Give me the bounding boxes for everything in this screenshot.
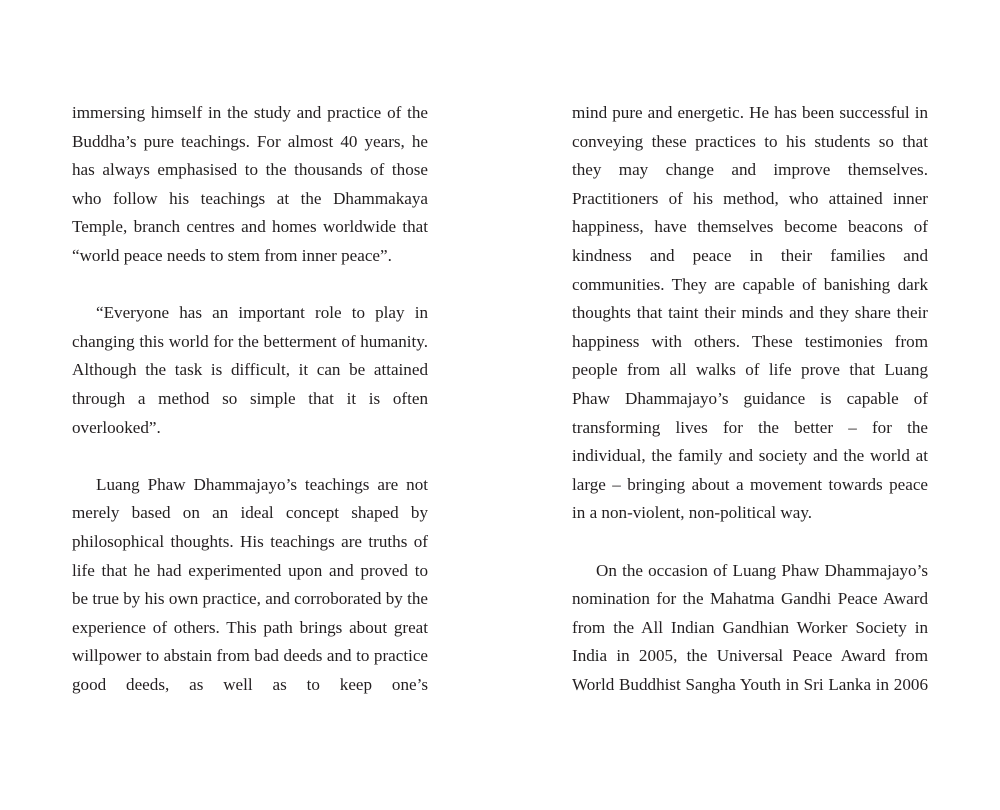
right-paragraph-2: On the occasion of Luang Phaw Dhammajayo’s nomination for the Mahatma Gandhi Peace Award from the All Indian Gandhian Worker Society in India in 2005, the Universal Peace Award from World Buddhist Sangha Youth in Sri Lanka in 2006 (572, 560, 928, 694)
right-page (572, 99, 928, 699)
right-paragraph-1: mind pure and energetic. He has been successful in conveying these practices to his students so that they may change and improve themselves. Practitioners of his method, who attained inner happiness, have themselves become beacons of kindness and peace in their families and communities. They are capable of banishing dark thoughts that taint their minds and they share their happiness with others. These testimonies from people from all walks of life prove that Luang Phaw Dhammajayo’s guidance is capable of transforming lives for the better – for the individual, the family and society and the world at large – bringing about a movement towards peace in a non-violent, non-political way. (572, 103, 928, 523)
left-paragraph-2: “Everyone has an important role to play in changing this world for the betterment of humanity. Although the task is difficult, it can be attained through a method so simple that it is often overlooked”. (72, 303, 428, 437)
left-page (72, 99, 428, 699)
left-paragraph-1: immersing himself in the study and practice of the Buddha’s pure teachings. For almost 40 years, he has always emphasised to the thousands of those who follow his teachings at the Dhammakaya Temple, branch centres and homes worldwide that “world peace needs to stem from inner peace”. (72, 103, 428, 265)
left-paragraph-3: Luang Phaw Dhammajayo’s teachings are not merely based on an ideal concept shaped by philosophical thoughts. His teachings are truths of life that he had experimented upon and proved to be true by his own practice, and corroborated by the experience of others. This path brings about great willpower to abstain from bad deeds and to practice good deeds, as well as to keep one’s (72, 474, 428, 694)
